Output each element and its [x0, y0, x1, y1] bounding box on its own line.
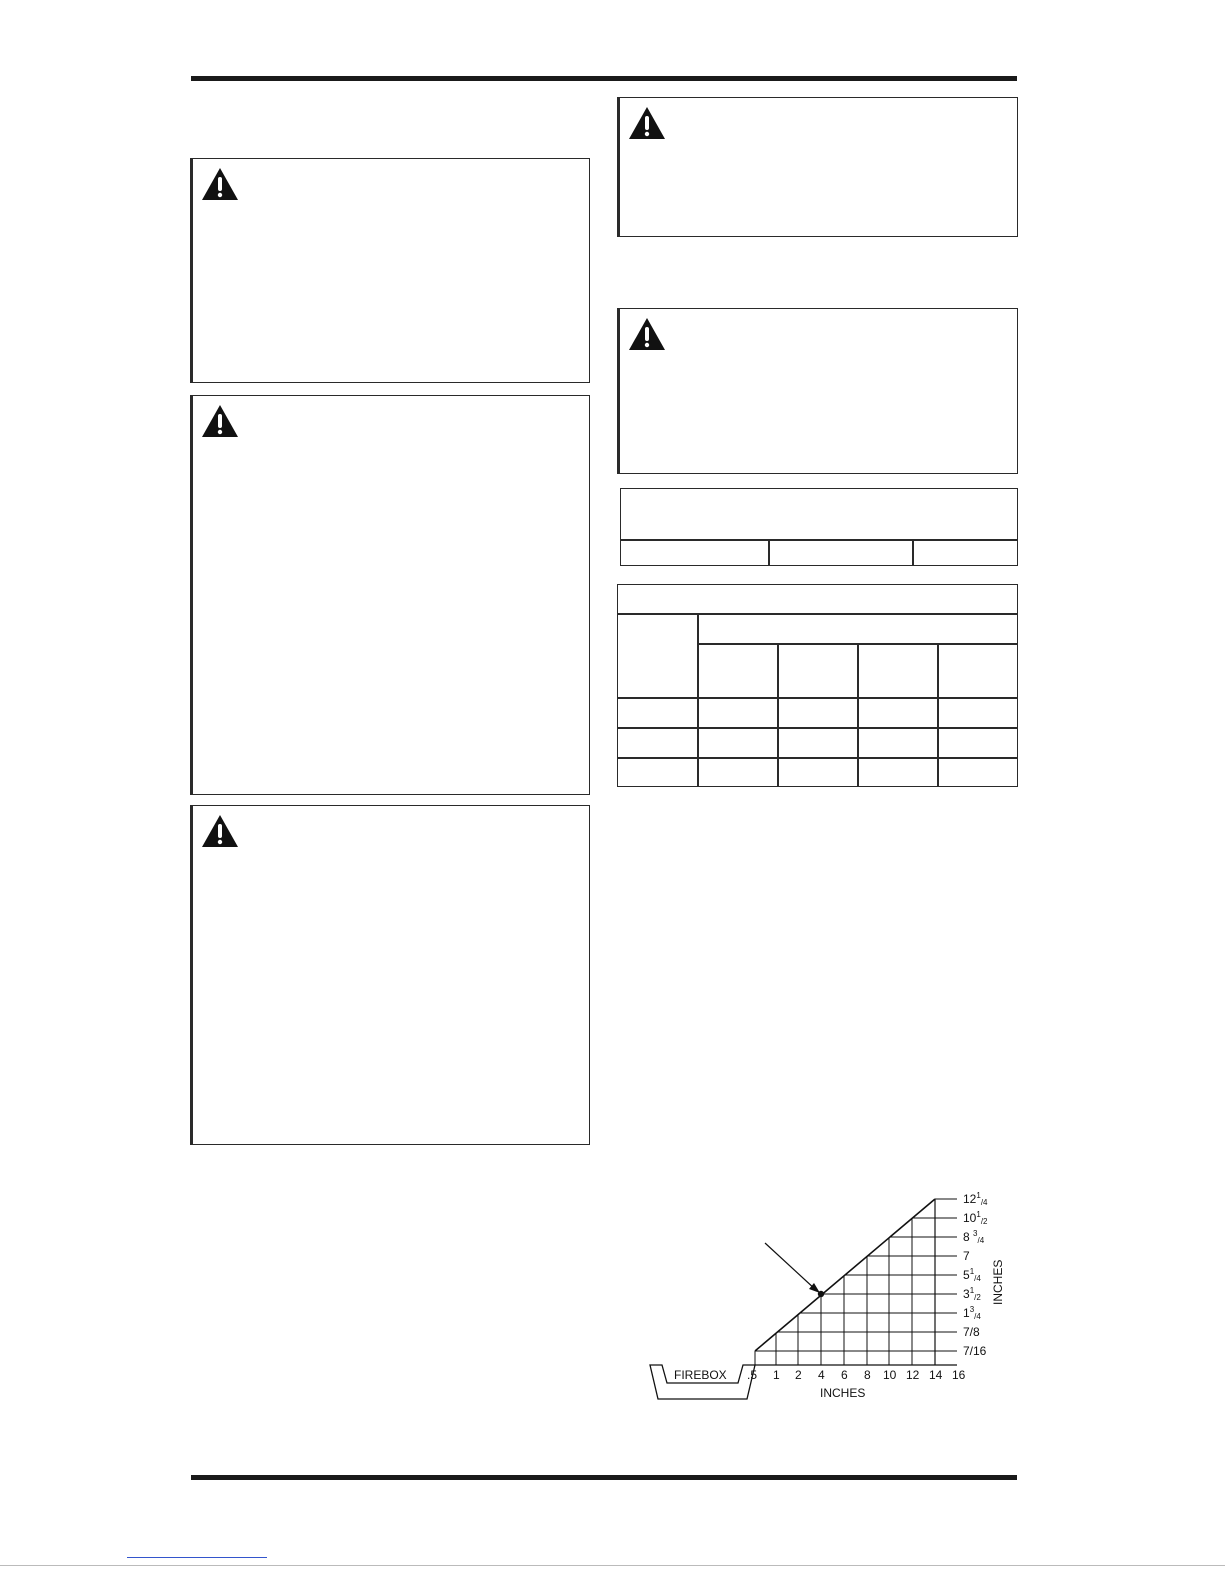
firebox-label: FIREBOX [674, 1368, 727, 1382]
footer-divider [0, 1565, 1225, 1566]
x-tick-label: 6 [841, 1368, 848, 1382]
warning-triangle-icon [201, 404, 239, 438]
y-tick-label: $1^3_{/4}$ [963, 1305, 981, 1321]
warning-triangle-icon [628, 317, 666, 351]
footer-link-underline[interactable] [127, 1557, 267, 1558]
x-tick-label: 16 [952, 1368, 966, 1382]
table-row-divider [618, 613, 1017, 615]
warning-box-2 [190, 395, 590, 795]
y-tick-label: $12^1_{/4}$ [963, 1191, 988, 1207]
info-table-2 [617, 584, 1018, 787]
y-tick-label: 8 $^3_{/4}$ [963, 1229, 985, 1245]
x-tick-label: 14 [929, 1368, 943, 1382]
table-row-divider [618, 727, 1017, 729]
table-column-divider [777, 643, 779, 786]
y-tick-label: 7/8 [963, 1325, 980, 1339]
bottom-rule [191, 1475, 1017, 1480]
x-tick-label: 8 [864, 1368, 871, 1382]
x-tick-label: 2 [795, 1368, 802, 1382]
top-rule [191, 76, 1017, 81]
y-tick-label: $10^1_{/2}$ [963, 1210, 988, 1226]
x-tick-label: .5 [747, 1368, 758, 1382]
info-table-1 [620, 488, 1018, 566]
warning-triangle-icon [201, 167, 239, 201]
warning-triangle-icon [628, 106, 666, 140]
x-tick-label: 4 [818, 1368, 825, 1382]
y-axis-ticks [963, 1191, 988, 1358]
warning-box-5 [617, 308, 1018, 474]
y-tick-label: $3^1_{/2}$ [963, 1286, 981, 1302]
clearance-diagram [640, 1185, 1020, 1410]
table-row-divider [618, 757, 1017, 759]
table-column-divider [857, 643, 859, 786]
x-tick-label: 12 [906, 1368, 920, 1382]
table-column-divider [768, 539, 770, 565]
warning-triangle-icon [201, 814, 239, 848]
pointer-arrow-line [765, 1243, 816, 1290]
warning-box-1 [190, 158, 590, 383]
y-tick-label: 7/16 [963, 1344, 987, 1358]
x-tick-label: 10 [883, 1368, 897, 1382]
table-column-divider [937, 643, 939, 786]
warning-box-4 [617, 97, 1018, 237]
table-column-divider [912, 539, 914, 565]
table-row-divider [618, 697, 1017, 699]
x-axis-ticks [747, 1368, 966, 1382]
y-tick-label: 7 [963, 1249, 970, 1263]
y-tick-label: $5^1_{/4}$ [963, 1267, 981, 1283]
x-tick-label: 1 [773, 1368, 780, 1382]
table-row-divider [621, 539, 1017, 541]
y-axis-label: INCHES [991, 1259, 1005, 1305]
x-axis-label: INCHES [820, 1386, 866, 1400]
table-column-divider [697, 613, 699, 786]
warning-box-3 [190, 805, 590, 1145]
clearance-grid [755, 1199, 957, 1365]
pointer-dot [818, 1291, 824, 1297]
